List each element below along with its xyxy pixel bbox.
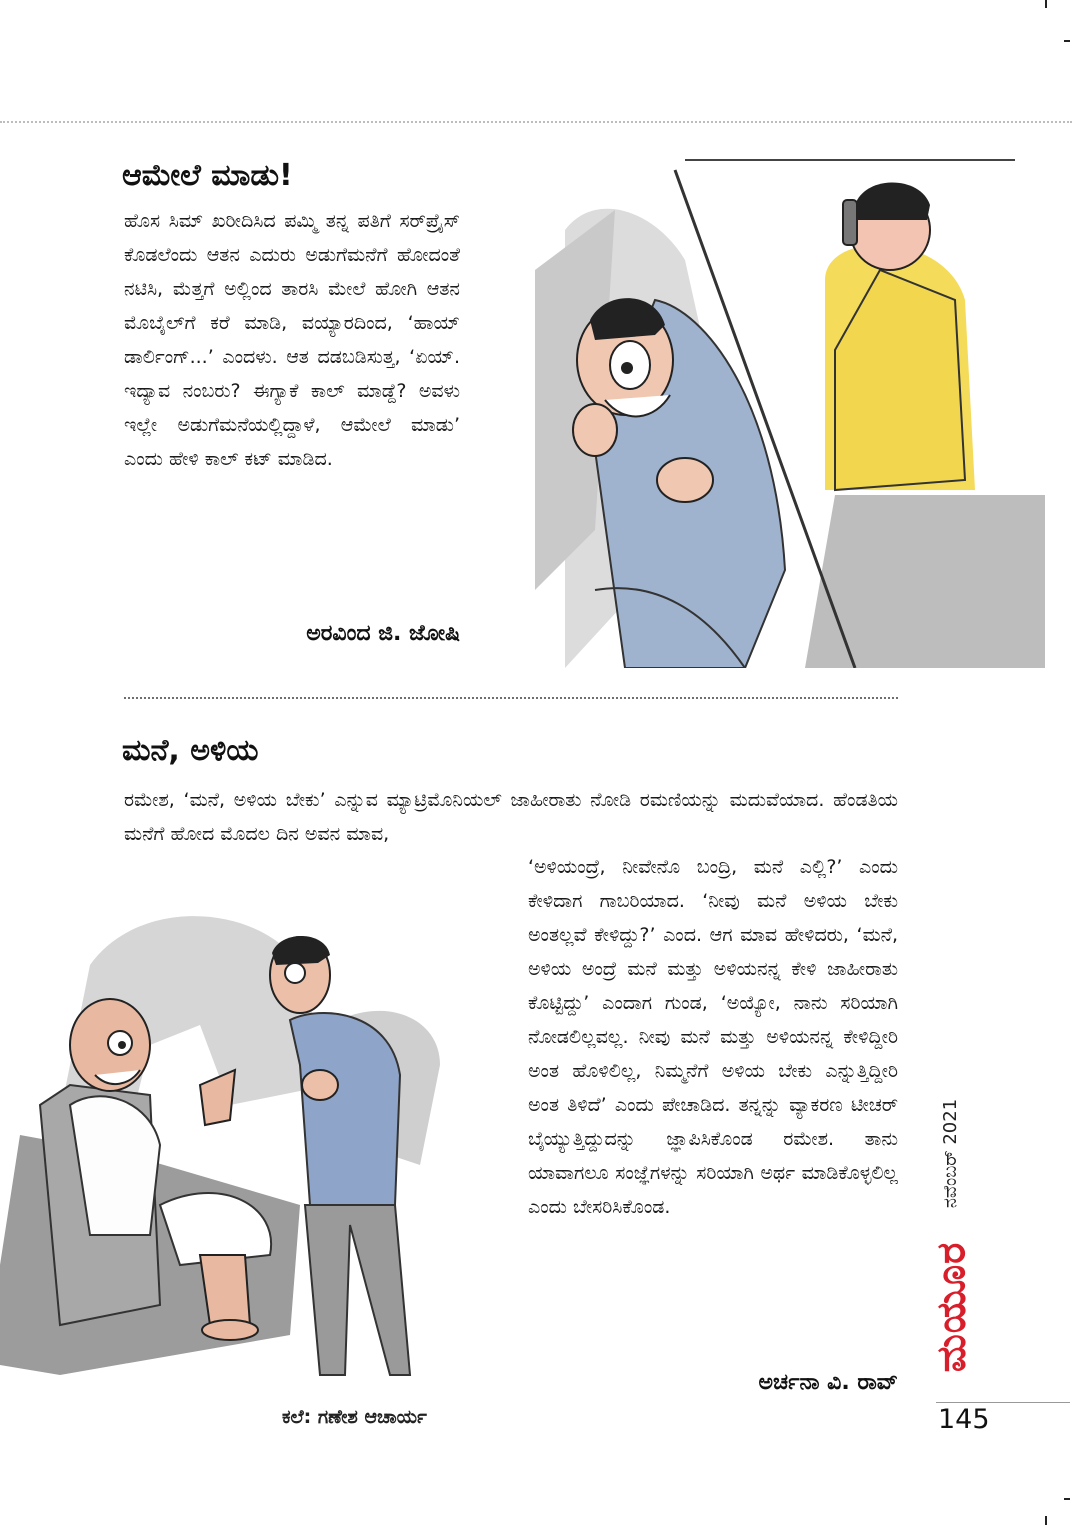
crop-mark bbox=[1064, 40, 1070, 42]
story-author: ಅರ್ಚನಾ ವಿ. ರಾವ್ bbox=[758, 1370, 898, 1395]
story-body: ‘ಅಳಿಯಂದ್ರೆ, ನೀವೇನೊ ಬಂದ್ರಿ, ಮನೆ ಎಲ್ಲಿ?’ ಎಂದು ಕೇಳಿದಾಗ ಗಾಬರಿಯಾದ. ‘ನೀವು ಮನೆ ಅಳಿಯ ಬೇಕು ಅಂತಲ್ಲವೆ ಕೇಳಿದ್ದು?’ ಎಂದ. ಆಗ ಮಾವ ಹೇಳಿದರು, ‘ಮನೆ, ಅಳಿಯ ಅಂದ್ರೆ ಮನೆ ಮತ್ತು ಅಳಿಯನನ್ನ ಕೇಳಿ ಜಾಹೀರಾತು ಕೊಟ್ಟಿದ್ದು’ ಎಂದಾಗ ಗುಂಡ, ‘ಅಯ್ಯೋ, ನಾನು ಸರಿಯಾಗಿ ನೋಡಲಿಲ್ಲವಲ್ಲ. ನೀವು ಮನೆ ಮತ್ತು ಅಳಿಯನನ್ನ ಕೇಳಿದ್ದೀರಿ ಅಂತ ಹೊಳಿಲಿಲ್ಲ, ನಿಮ್ಮನೆಗೆ ಅಳಿಯ ಬೇಕು ಎನ್ನುತ್ತಿದ್ದೀರಿ ಅಂತ ತಿಳಿದೆ’ ಎಂದು ಪೇಚಾಡಿದ. ತನ್ನನ್ನು ವ್ಯಾಕರಣ ಟೀಚರ್ ಬೈಯ್ಯುತ್ತಿದ್ದುದನ್ನು ಜ್ಞಾಪಿಸಿಕೊಂಡ ರಮೇಶ. ತಾನು ಯಾವಾಗಲೂ ಸಂಜ್ಞೆಗಳನ್ನು ಸರಿಯಾಗಿ ಅರ್ಥ ಮಾಡಿಕೊಳ್ಳಲಿಲ್ಲ ಎಂದು ಬೇಸರಿಸಿಕೊಂಡ. bbox=[528, 856, 898, 1218]
cartoon-phone-call-illustration bbox=[535, 150, 1045, 668]
story-title: ಆಮೇಲೆ ಮಾಡು! bbox=[122, 158, 293, 193]
crop-mark bbox=[1064, 1498, 1070, 1500]
section-divider bbox=[124, 697, 898, 699]
top-dotted-rule bbox=[0, 121, 1072, 123]
illustration-credit: ಕಲೆ: ಗಣೇಶ ಆಚಾರ್ಯ bbox=[282, 1406, 427, 1428]
story-author: ಅರವಿಂದ ಜಿ. ಜೋಷಿ bbox=[306, 621, 460, 646]
page-number: 145 bbox=[938, 1404, 990, 1435]
issue-date-text: ನವೆಂಬರ್ 2021 bbox=[940, 1098, 962, 1208]
crop-mark bbox=[1045, 0, 1047, 8]
issue-date bbox=[918, 1088, 984, 1218]
magazine-logo bbox=[918, 1218, 984, 1396]
story-body-intro: ರಮೇಶ, ‘ಮನೆ, ಅಳಿಯ ಬೇಕು’ ಎನ್ನುವ ಮ್ಯಾಟ್ರಿಮೊನಿಯಲ್ ಜಾಹೀರಾತು ನೋಡಿ ರಮಣಿಯನ್ನು ಮದುವೆಯಾದ. ಹೆಂಡತಿಯ ಮನೆಗೆ ಹೋದ ಮೊದಲ ದಿನ ಅವನ ಮಾವ, bbox=[124, 789, 898, 845]
cartoon-father-in-law-illustration bbox=[0, 905, 520, 1395]
crop-mark bbox=[1045, 1516, 1047, 1525]
page-number-rule bbox=[936, 1402, 1070, 1403]
story-body: ಹೊಸ ಸಿಮ್ ಖರೀದಿಸಿದ ಪಮ್ಮಿ ತನ್ನ ಪತಿಗೆ ಸರ್‌ಪ್ರೈಸ್ ಕೊಡಲೆಂದು ಆತನ ಎದುರು ಅಡುಗೆಮನೆಗೆ ಹೋದಂತೆ ನಟಿಸಿ, ಮೆತ್ತಗೆ ಅಲ್ಲಿಂದ ತಾರಸಿ ಮೇಲೆ ಹೋಗಿ ಆತನ ಮೊಬೈಲ್‌ಗೆ ಕರೆ ಮಾಡಿ, ವಯ್ಯಾರದಿಂದ, ‘ಹಾಯ್ ಡಾರ್ಲಿಂಗ್...’ ಎಂದಳು. ಆತ ದಡಬಡಿಸುತ್ತ, ‘ಏಯ್. ಇದ್ಯಾವ ನಂಬರು? ಈಗ್ಯಾಕೆ ಕಾಲ್ ಮಾಡ್ದೆ? ಅವಳು ಇಲ್ಲೇ ಅಡುಗೆಮನೆಯಲ್ಲಿದ್ದಾಳೆ, ಆಮೇಲೆ ಮಾಡು’ ಎಂದು ಹೇಳಿ ಕಾಲ್ ಕಟ್ ಮಾಡಿದ. bbox=[124, 210, 460, 470]
magazine-name: ಮಯೂರ bbox=[928, 1241, 974, 1373]
story-title: ಮನೆ, ಅಳಿಯ bbox=[122, 733, 259, 768]
